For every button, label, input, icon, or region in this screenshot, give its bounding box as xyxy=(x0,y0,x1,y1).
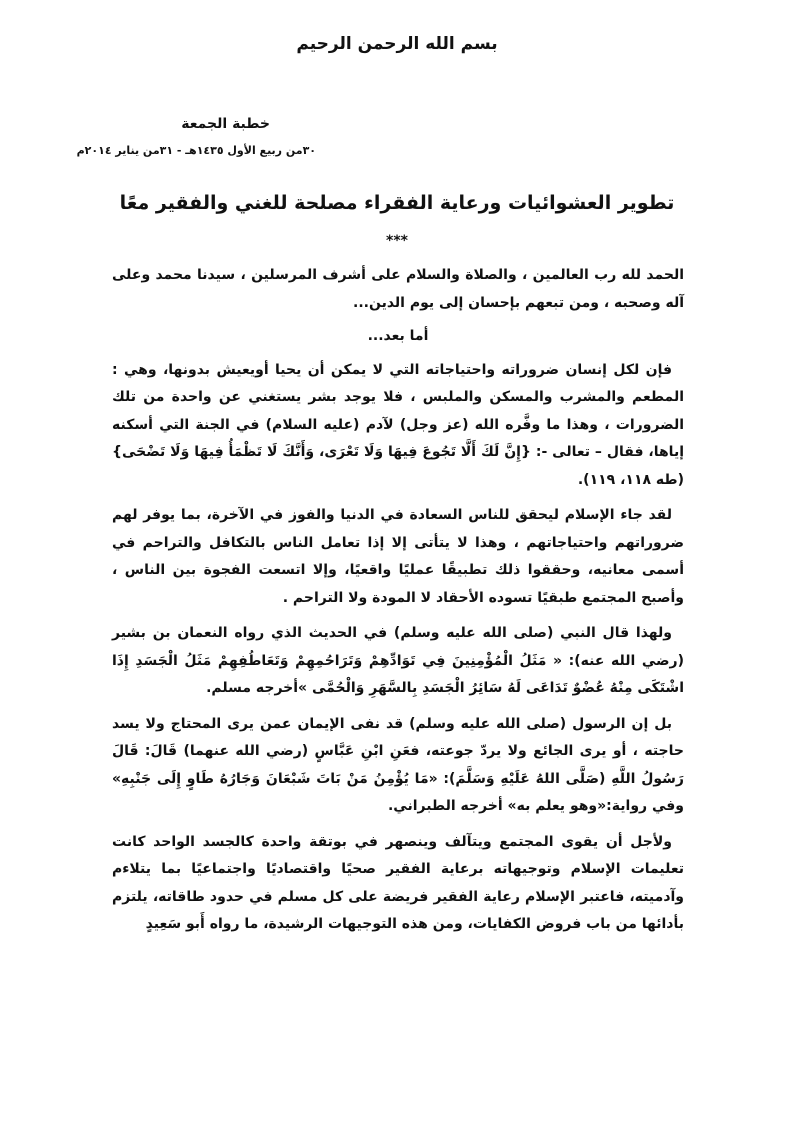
paragraph-hadith-body: ولهذا قال النبي (صلى الله عليه وسلم) في الحديث الذي رواه النعمان بن بشير (رضي الله عنه): « مَثَلُ الْمُؤْمِنِينَ فِي تَوَادِّهِمْ وَتَرَاحُمِهِمْ وَتَعَاطُفِهِمْ مَثَلُ الْجَسَدِ إِذَا اشْتَكَى مِنْهُ عُضْوٌ تَدَاعَى لَهُ سَائِرُ الْجَسَدِ بِالسَّهَرِ وَالْحُمَّى »أخرجه مسلم. xyxy=(112,625,684,696)
basmala: بسم الله الرحمن الرحيم xyxy=(296,34,498,54)
paragraph-hadith-neighbor: بل إن الرسول (صلى الله عليه وسلم) قد نفى الإيمان عمن يرى المحتاج ولا يسد حاجته ، أو يرى الجائع ولا يردّ جوعته، فعَنِ ابْنِ عَبَّاسٍ (رضي الله عنهما) قَالَ: قَالَ رَسُولُ اللَّهِ (صَلَّى اللهُ عَلَيْهِ وَسَلَّمَ): «مَا يُؤْمِنُ مَنْ بَاتَ شَبْعَانَ وَجَارُهُ طَاوٍ إِلَى جَنْبِهِ» وفي رواية:«وهو يعلم به» أخرجه الطبراني. xyxy=(112,715,684,814)
amma-baad: أما بعد... xyxy=(367,328,429,344)
khutba-date: ٣٠من ربيع الأول ١٤٣٥هـ - ٣١من يناير ٢٠١٤م xyxy=(76,144,316,157)
paragraph-caring-poor: ولأجل أن يقوى المجتمع ويتآلف وينصهر في بوتقة واحدة كالجسد الواحد كانت تعليمات الإسلام وتوجيهاته برعاية الفقير صحيًا واقتصاديًا واجتماعيًا بما يتلاءم وآدميته، فاعتبر الإسلام رعاية الفقير فريضة على كل مسلم في حدود طاقاته، يلتزم بأدائها من باب فروض الكفايات، ومن هذه التوجيهات الرشيدة، ما رواه أَبو سَعِيدٍ xyxy=(112,833,684,932)
paragraph-islam-happiness: لقد جاء الإسلام ليحقق للناس السعادة في الدنيا والفوز في الآخرة، بما يوفر لهم ضروراتهم واحتياجاتهم ، وهذا لا يتأتى إلا إذا تعامل الناس بالتكافل والتراحم في أسمى معانيه، وحققوا ذلك تطبيقًا عمليًا واقعيًا، وإلا اتسعت الفجوة بين الناس ، وأصبح المجتمع طبقيًا تسوده الأحقاد لا المودة ولا التراحم . xyxy=(112,507,684,606)
opening-paragraph: الحمد لله رب العالمين ، والصلاة والسلام على أشرف المرسلين ، سيدنا محمد وعلى آله وصحبه ، ومن تبعهم بإحسان إلى يوم الدين... xyxy=(112,267,684,311)
page-title: تطوير العشوائيات ورعاية الفقراء مصلحة للغني والفقير معًا xyxy=(119,192,675,214)
khutba-label: خطبة الجمعة xyxy=(181,116,270,132)
sermon-body xyxy=(112,262,684,947)
paragraph-necessities: فإن لكل إنسان ضروراته واحتياجاته التي لا يمكن أن يحيا أويعيش بدونها، وهي : المطعم والمشرب والمسكن والملبس ، فلا يوجد بشر يستغني عن واحدة من تلك الضرورات ، وهذا ما وفَّره الله (عز وجل) لآدم (عليه السلام) في الجنة التي أسكنه إياها، فقال – تعالى -: {إِنَّ لَكَ أَلَّا تَجُوعَ فِيهَا وَلَا تَعْرَى، وَأَنَّكَ لَا تَظْمَأُ فِيهَا وَلَا تَضْحَى} (طه ١١٨، ١١٩). xyxy=(112,361,684,488)
separator: *** xyxy=(386,233,408,249)
